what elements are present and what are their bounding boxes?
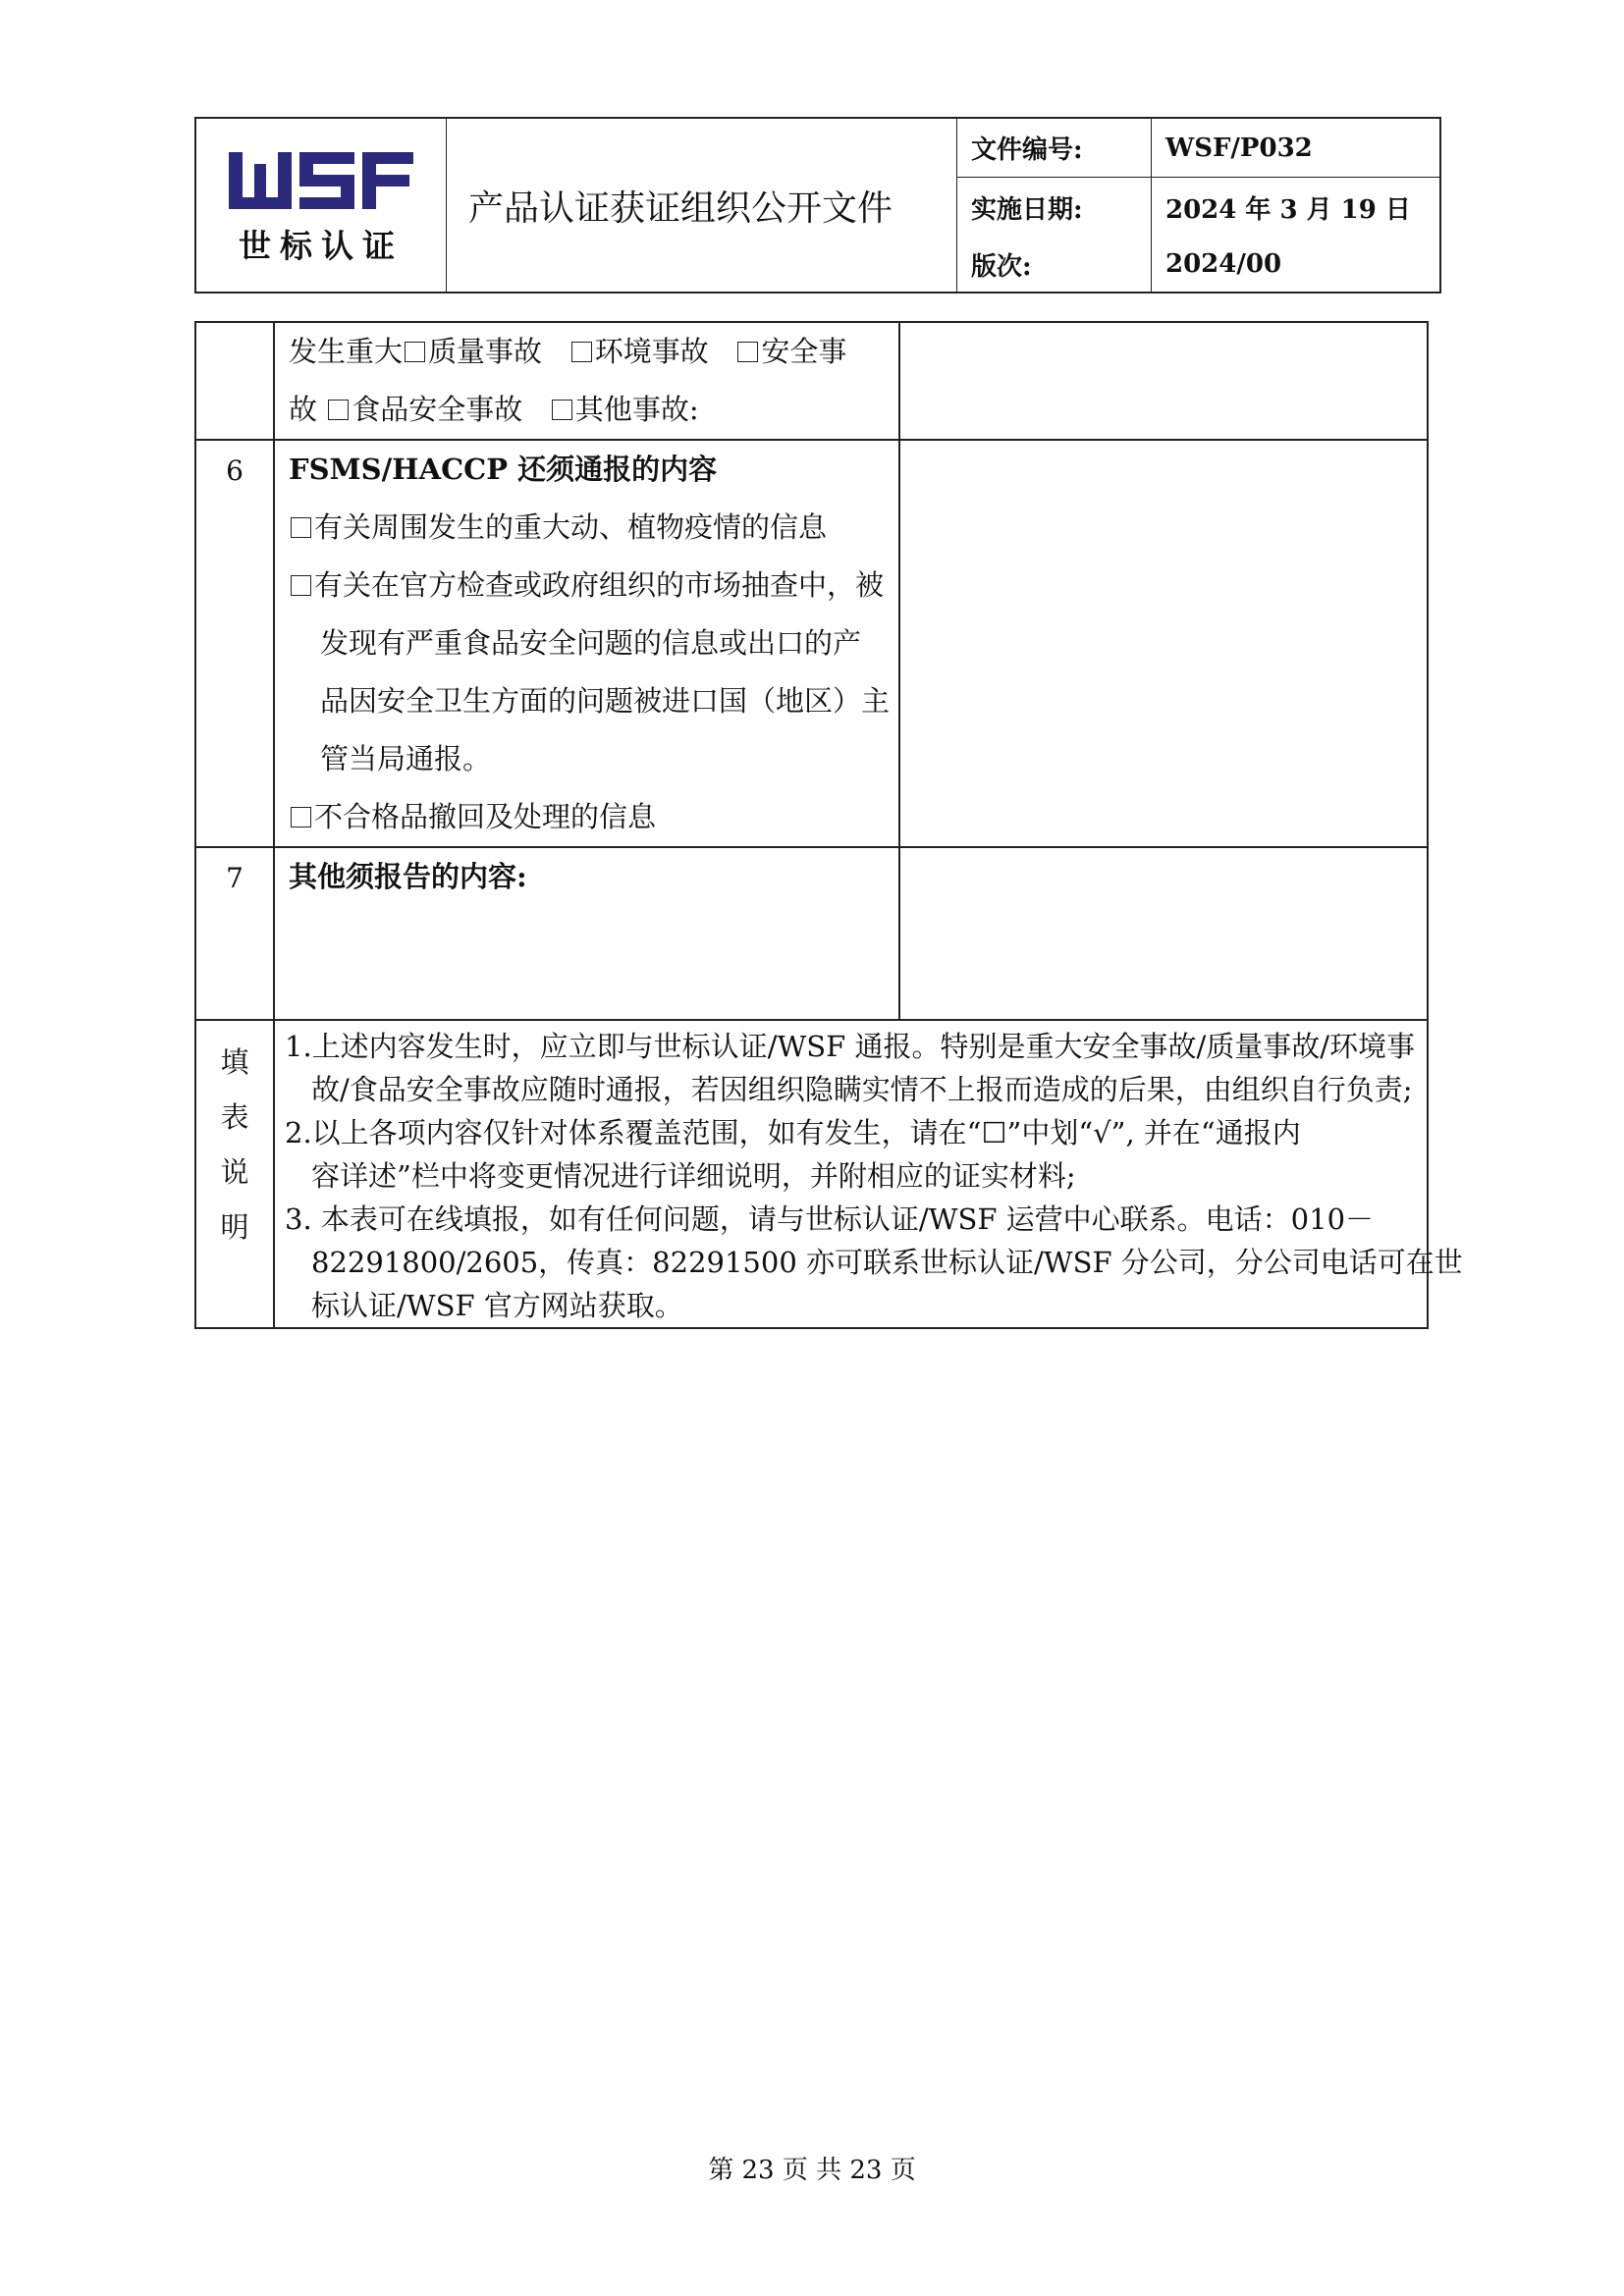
- notes-label-char: 说: [220, 1155, 249, 1189]
- notes-content: [274, 1020, 1463, 1328]
- detail-cell[interactable]: [899, 440, 1428, 847]
- checkbox-epidemic[interactable]: [291, 517, 311, 538]
- checkbox-inspection[interactable]: [291, 575, 311, 596]
- fsms-item-3-text: 不合格品撤回及处理的信息: [314, 800, 657, 833]
- fsms-item-1-text: 有关周围发生的重大动、植物疫情的信息: [314, 510, 828, 544]
- header-labels: [957, 119, 1152, 292]
- date-value: 2024 年 3 月 19 日: [1165, 194, 1411, 225]
- header-values: [1152, 119, 1439, 292]
- detail-cell[interactable]: [899, 322, 1428, 440]
- checkbox-quality[interactable]: [405, 342, 425, 362]
- table-row-7: [195, 847, 1428, 1020]
- option-food-safety: 食品安全事故: [352, 393, 523, 426]
- note-line: 82291800/2605，传真：82291500 亦可联系世标认证/WSF 分公司，分公司电话可在世: [311, 1246, 1463, 1279]
- notes-label-char: 表: [220, 1100, 249, 1134]
- checkbox-food-safety[interactable]: [328, 400, 349, 420]
- row-number: 6: [195, 440, 274, 847]
- fsms-item-2: [275, 557, 898, 614]
- incident-suffix: 故: [289, 393, 318, 426]
- note-line: 容详述”栏中将变更情况进行详细说明，并附相应的证实材料;: [311, 1159, 1076, 1193]
- table-row-continued: [195, 322, 1428, 440]
- logo: [196, 119, 447, 292]
- table-row-6: [195, 440, 1428, 847]
- version-label: 版次:: [971, 251, 1032, 282]
- note-line: 2.以上各项内容仅针对体系覆盖范围，如有发生，请在“☐”中划“√”, 并在“通报内: [285, 1116, 1301, 1149]
- fsms-item-2-text-1: 有关在官方检查或政府组织的市场抽查中，被: [314, 568, 885, 602]
- fsms-content-cell: [274, 440, 899, 847]
- notes-label: [195, 1020, 274, 1328]
- fsms-heading: FSMS/HACCP 还须通报的内容: [289, 453, 718, 486]
- table-row-notes: [195, 1020, 1428, 1328]
- file-no-label: 文件编号:: [957, 119, 1151, 178]
- page-footer: 第 23 页 共 23 页: [708, 2156, 916, 2185]
- row-number: 7: [195, 847, 274, 1020]
- fsms-item-3: [275, 788, 898, 846]
- fsms-item-2-cont: 管当局通报。: [320, 742, 492, 775]
- document-header: [194, 117, 1441, 294]
- checkbox-safety[interactable]: [737, 342, 758, 362]
- note-line: 1.上述内容发生时，应立即与世标认证/WSF 通报。特别是重大安全事故/质量事故/环境事: [285, 1030, 1415, 1063]
- other-heading: 其他须报告的内容:: [289, 860, 527, 893]
- wsf-logo-icon: [225, 148, 417, 219]
- detail-cell[interactable]: [899, 847, 1428, 1020]
- option-safety: 安全事: [761, 335, 847, 368]
- fsms-item-2-cont: 品因安全卫生方面的问题被进口国（地区）主: [320, 684, 891, 718]
- option-environment: 环境事故: [594, 335, 709, 368]
- notes-label-char: 填: [220, 1045, 249, 1079]
- file-no-value: WSF/P032: [1152, 119, 1439, 178]
- option-other: 其他事故:: [574, 393, 699, 426]
- checkbox-other[interactable]: [552, 400, 572, 420]
- document-title: 产品认证获证组织公开文件: [447, 119, 957, 292]
- note-line: 3. 本表可在线填报，如有任何问题，请与世标认证/WSF 运营中心联系。电话：010－: [285, 1202, 1375, 1236]
- version-value: 2024/00: [1165, 249, 1282, 279]
- checkbox-recall[interactable]: [291, 807, 311, 828]
- logo-cn-text: 世标认证: [239, 226, 404, 265]
- report-table: [194, 321, 1463, 1329]
- row-number-cell: [195, 322, 274, 440]
- fsms-item-1: [275, 499, 898, 557]
- fsms-item-2-cont: 发现有严重食品安全问题的信息或出口的产: [320, 626, 862, 660]
- note-line: 故/食品安全事故应随时通报，若因组织隐瞒实情不上报而造成的后果，由组织自行负责;: [311, 1073, 1413, 1106]
- incident-line-2: [275, 381, 898, 439]
- other-content-cell: [274, 847, 899, 1020]
- incident-options-cell: [274, 322, 899, 440]
- notes-label-char: 明: [220, 1210, 249, 1244]
- checkbox-environment[interactable]: [571, 342, 592, 362]
- date-label: 实施日期:: [971, 194, 1083, 225]
- note-line: 标认证/WSF 官方网站获取。: [311, 1289, 683, 1322]
- incident-line-1: [275, 323, 898, 381]
- option-quality: 质量事故: [428, 335, 543, 368]
- incident-prefix: 发生重大: [289, 335, 404, 368]
